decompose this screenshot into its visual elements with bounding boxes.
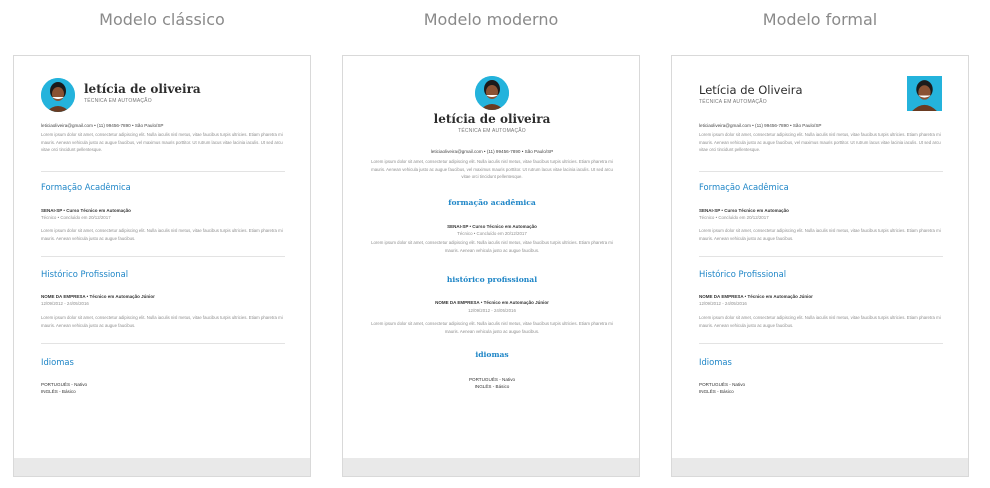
education-status: Técnico • Concluído em 20/12/2017 [457,231,527,236]
languages-heading: idiomas [475,350,509,359]
card-footer [672,458,968,476]
history-dates: 12/09/2012 - 24/05/2016 [41,301,89,306]
template-title-classic: Modelo clássico [99,10,225,29]
resume-name: letícia de oliveira [84,82,201,96]
history-heading: Histórico Profissional [699,269,787,279]
education-heading: formação acadêmica [448,198,536,207]
history-company: NOME DA EMPRESA • Técnico em Automação Júnior [41,294,155,299]
resume-role: TÉCNICA EM AUTOMAÇÃO [84,98,152,104]
resume-name: letícia de oliveira [433,112,551,126]
resume-card-modern[interactable] [342,55,640,477]
history-dates: 12/09/2012 - 24/05/2016 [468,308,516,313]
history-company: NOME DA EMPRESA • Técnico em Automação Júnior [435,300,549,305]
education-description: Lorem ipsum dolor sit amet, consectetur adipiscing elit. Nulla iaculis nisl metus, vitae faucibus turpis ultricies. Etiam pharetra mi mauris. Aenean vehicula justo ac augue faucibus. [41,228,283,241]
education-description: Lorem ipsum dolor sit amet, consectetur adipiscing elit. Nulla iaculis nisl metus, vitae faucibus turpis ultricies. Etiam pharetra mi mauris. Aenean vehicula justo ac augue faucibus. [371,240,613,253]
education-heading: Formação Acadêmica [41,182,131,192]
divider [699,343,943,344]
divider [41,343,285,344]
avatar [907,76,942,111]
template-title-formal: Modelo formal [762,10,878,29]
language-item: PORTUGUÊS - Nativo [699,382,746,387]
education-school: SENAI-SP • Curso Técnico em Automação [41,208,131,213]
divider [699,171,943,172]
history-company: NOME DA EMPRESA • Técnico em Automação Júnior [699,294,813,299]
history-heading: histórico profissional [446,275,538,284]
resume-role: TÉCNICA EM AUTOMAÇÃO [458,128,526,134]
education-status: Técnico • Concluído em 20/12/2017 [41,215,111,220]
resume-role: TÉCNICA EM AUTOMAÇÃO [699,99,767,105]
languages-heading: Idiomas [699,357,732,367]
education-school: SENAI-SP • Curso Técnico em Automação [447,224,537,229]
resume-card-classic[interactable] [13,55,311,477]
card-footer [14,458,310,476]
education-status: Técnico • Concluído em 20/12/2017 [699,215,769,220]
history-dates: 12/09/2012 - 24/05/2016 [699,301,747,306]
language-item: PORTUGUÊS - Nativo [41,382,88,387]
history-description: Lorem ipsum dolor sit amet, consectetur adipiscing elit. Nulla iaculis nisl metus, vitae faucibus turpis ultricies. Etiam pharetra mi mauris. Aenean vehicula justo ac augue faucibus. [699,315,941,328]
divider [41,171,285,172]
education-description: Lorem ipsum dolor sit amet, consectetur adipiscing elit. Nulla iaculis nisl metus, vitae faucibus turpis ultricies. Etiam pharetra mi mauris. Aenean vehicula justo ac augue faucibus. [699,228,941,241]
language-item: INGLÊS - Básico [474,384,510,389]
divider [699,256,943,257]
education-heading: Formação Acadêmica [699,182,789,192]
history-description: Lorem ipsum dolor sit amet, consectetur adipiscing elit. Nulla iaculis nisl metus, vitae faucibus turpis ultricies. Etiam pharetra mi mauris. Aenean vehicula justo ac augue faucibus. [371,321,613,334]
language-item: PORTUGUÊS - Nativo [468,377,516,382]
template-title-modern: Modelo moderno [423,10,559,29]
resume-summary: Lorem ipsum dolor sit amet, consectetur adipiscing elit. Nulla iaculis nisl metus, vitae faucibus turpis ultricies. Etiam pharetra mi mauris. Aenean vehicula justo ac augue faucibus, vel maximus mauris porttitor. Ut rutrum lacus vitae lacinia iaculis. Ut sed arcu vitae orci tincidunt pellentesque. [371,159,613,180]
portrait-icon [907,76,942,111]
education-school: SENAI-SP • Curso Técnico em Automação [699,208,789,213]
history-description: Lorem ipsum dolor sit amet, consectetur adipiscing elit. Nulla iaculis nisl metus, vitae faucibus turpis ultricies. Etiam pharetra mi mauris. Aenean vehicula justo ac augue faucibus. [41,315,283,328]
resume-summary: Lorem ipsum dolor sit amet, consectetur adipiscing elit. Nulla iaculis nisl metus, vitae faucibus turpis ultricies. Etiam pharetra mi mauris. Aenean vehicula justo ac augue faucibus, vel maximus mauris porttitor. Ut rutrum lacus vitae lacinia iaculis. Ut sed arcu vitae orci tincidunt pellentesque. [699,132,941,153]
resume-contact: leticiaoliveira@gmail.com • (11) 99456-7890 • São Paulo/SP [41,123,164,128]
language-item: INGLÊS - Básico [699,389,734,394]
languages-heading: Idiomas [41,357,74,367]
card-footer [343,458,639,476]
portrait-icon [41,78,75,112]
resume-name: Letícia de Oliveira [699,83,803,97]
divider [41,256,285,257]
resume-contact: leticiaoliveira@gmail.com • (11) 99456-7890 • São Paulo/SP [699,123,822,128]
resume-summary: Lorem ipsum dolor sit amet, consectetur adipiscing elit. Nulla iaculis nisl metus, vitae faucibus turpis ultricies. Etiam pharetra mi mauris. Aenean vehicula justo ac augue faucibus, vel maximus mauris porttitor. Ut rutrum lacus vitae lacinia iaculis. Ut sed arcu vitae orci tincidunt pellentesque. [41,132,283,153]
resume-contact: leticiaoliveira@gmail.com • (11) 99456-7890 • São Paulo/SP [430,149,554,154]
resume-card-formal[interactable] [671,55,969,477]
avatar [475,76,509,110]
portrait-icon [475,76,509,110]
language-item: INGLÊS - Básico [41,389,76,394]
avatar [41,78,75,112]
history-heading: Histórico Profissional [41,269,129,279]
